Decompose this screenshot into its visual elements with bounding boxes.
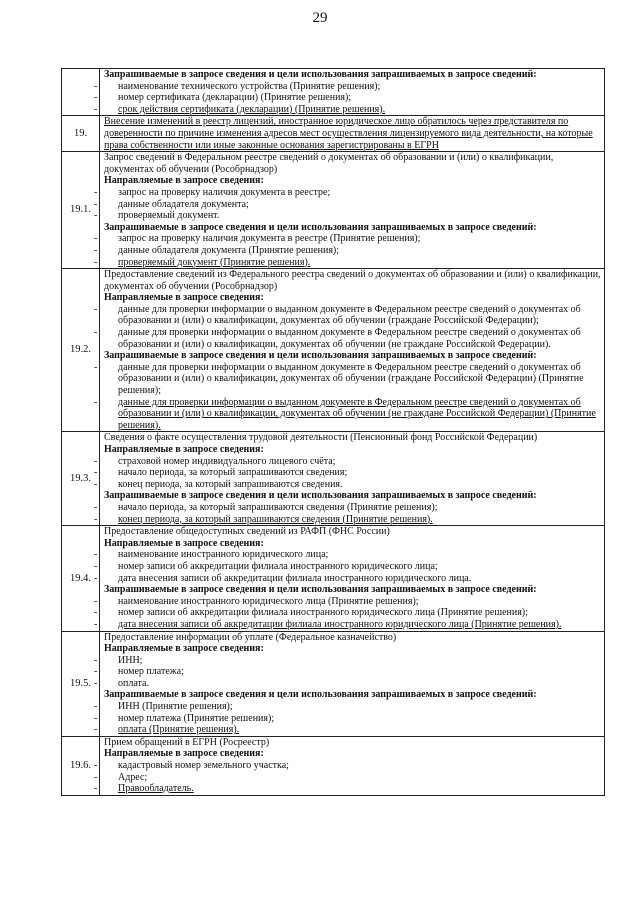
table-row — [62, 526, 605, 631]
list-item-text: срок действия сертификата (декларации) (Принятие решения). — [118, 103, 386, 115]
list-item — [94, 595, 601, 608]
list-item — [94, 712, 601, 725]
paragraph: Предоставление сведений из Федерального реестра сведений о документах об образовании и (или) о квалификации, документах об обучении (Рособрнадзор) — [104, 269, 601, 292]
dash-bullet: - — [94, 92, 98, 104]
list-item-text: номер платежа; — [118, 666, 184, 678]
paragraph: Прием обращений в ЕГРН (Росреестр) — [104, 736, 270, 748]
list-item — [94, 478, 601, 491]
list-item — [94, 572, 601, 585]
section-heading: Направляемые в запросе сведения: — [104, 292, 264, 304]
list-item — [94, 210, 601, 222]
list-item — [94, 724, 601, 736]
list-item — [94, 654, 601, 667]
list-item — [94, 467, 601, 479]
list-item-text: данные для проверки информации о выданном документе в Федеральном реестре сведений о документах об образовании и (или) о квалификации, документах об обучении (граждане Российской Федерации) (Принятие решения); — [118, 361, 584, 397]
section-heading: Направляемые в запросе сведения: — [104, 643, 264, 655]
dash-bullet: - — [94, 712, 98, 724]
list-item-text: номер платежа (Принятие решения); — [118, 712, 275, 724]
table-row — [62, 269, 605, 432]
list-item-text: проверяемый документ. — [118, 210, 220, 222]
list-item — [94, 103, 601, 116]
document-table — [61, 68, 605, 796]
list-item — [94, 256, 601, 269]
list-item — [94, 618, 601, 631]
list-item-text: наименование иностранного юридического лица (Принятие решения); — [118, 595, 419, 607]
list-item-text: данные для проверки информации о выданном документе в Федеральном реестре сведений о документах об образовании и (или) о квалификации, документах об обучении (не граждане Российской Федерации) (Принятие решения). — [118, 396, 596, 431]
section-heading: Запрашиваемые в запросе сведения и цели использования запрашиваемых в запросе сведений: — [104, 584, 537, 596]
row-number: 19.1. — [62, 152, 100, 269]
dash-bullet: - — [94, 677, 98, 689]
dash-bullet: - — [94, 513, 98, 525]
list-item-text: наименование иностранного юридического лица; — [118, 549, 329, 561]
row-content — [94, 69, 605, 116]
dash-bullet: - — [94, 701, 98, 713]
dash-bullet: - — [94, 549, 98, 561]
dash-bullet: - — [94, 618, 98, 630]
list-item — [94, 666, 601, 678]
list-item-text: страховой номер индивидуального лицевого счёта; — [118, 455, 336, 467]
section-heading: Запрашиваемые в запросе сведения и цели использования запрашиваемых в запросе сведений: — [104, 490, 537, 502]
list-item-text: запрос на проверку наличия документа в реестре; — [118, 186, 331, 198]
list-item — [94, 560, 601, 573]
list-item-text: Адрес; — [118, 771, 148, 783]
table-row — [62, 736, 605, 795]
list-item — [94, 760, 601, 772]
list-item — [94, 303, 601, 327]
dash-bullet: - — [94, 654, 98, 666]
list-item — [94, 771, 601, 784]
list-item — [94, 396, 601, 432]
dash-bullet: - — [94, 256, 98, 268]
dash-bullet: - — [94, 210, 98, 222]
dash-bullet: - — [94, 361, 98, 373]
dash-bullet: - — [94, 198, 98, 210]
list-item — [94, 233, 601, 245]
dash-bullet: - — [94, 771, 98, 783]
dash-bullet: - — [94, 783, 98, 795]
list-item-text: ИНН (Принятие решения); — [118, 701, 233, 713]
dash-bullet: - — [94, 396, 98, 408]
list-item-text: запрос на проверку наличия документа в реестре (Принятие решения); — [118, 233, 421, 245]
row-content — [94, 526, 605, 631]
dash-bullet: - — [94, 666, 98, 678]
row-content — [100, 116, 605, 152]
table-row — [62, 432, 605, 526]
table-row — [62, 631, 605, 736]
dash-bullet: - — [94, 303, 98, 315]
row-content — [94, 736, 605, 795]
row-number: 19.6. — [62, 736, 100, 795]
dash-bullet: - — [94, 103, 98, 115]
list-item-text: данные обладателя документа; — [118, 198, 249, 210]
dash-bullet: - — [94, 455, 98, 467]
list-item — [94, 361, 601, 397]
dash-bullet: - — [94, 80, 98, 92]
paragraph: Предоставление информации об уплате (Федеральное казначейство) — [104, 631, 397, 643]
page-number: 29 — [312, 10, 328, 26]
list-item — [94, 186, 601, 199]
section-heading: Направляемые в запросе сведения: — [104, 444, 264, 455]
section-heading: Запрашиваемые в запросе сведения и цели использования запрашиваемых в запросе сведений: — [104, 350, 537, 362]
row-number: 19. — [62, 116, 100, 152]
list-item-text: проверяемый документ (Принятие решения). — [118, 256, 311, 268]
dash-bullet: - — [94, 607, 98, 619]
section-heading: Запрашиваемые в запросе сведения и цели использования запрашиваемых в запросе сведений: — [104, 221, 537, 233]
dash-bullet: - — [94, 724, 98, 736]
list-item-text: данные для проверки информации о выданном документе в Федеральном реестре сведений о документах об образовании и (или) о квалификации, документах об обучении (граждане Российской Федерации); — [118, 303, 581, 327]
paragraph: Предоставление общедоступных сведений из РАФП (ФНС России) — [104, 526, 390, 538]
list-item — [94, 244, 601, 257]
list-item — [94, 80, 601, 93]
section-heading: Запрашиваемые в запросе сведения и цели использования запрашиваемых в запросе сведений: — [104, 69, 537, 80]
dash-bullet: - — [94, 572, 98, 584]
dash-bullet: - — [94, 327, 98, 339]
dash-bullet: - — [94, 478, 98, 490]
list-item-text: наименование технического устройства (Принятие решения); — [118, 80, 381, 92]
row-number: 19.4. — [62, 526, 100, 631]
list-item — [94, 455, 601, 468]
row-content — [94, 152, 605, 269]
list-item — [94, 92, 601, 104]
list-item — [94, 327, 601, 350]
dash-bullet: - — [94, 186, 98, 198]
dash-bullet: - — [94, 244, 98, 256]
dash-bullet: - — [94, 233, 98, 245]
dash-bullet: - — [94, 501, 98, 513]
list-item-text: номер записи об аккредитации филиала иностранного юридического лица; — [118, 560, 438, 572]
list-item — [94, 198, 601, 211]
list-item — [94, 501, 601, 514]
list-item-text: конец периода, за который запрашиваются сведения (Принятие решения). — [118, 513, 433, 525]
section-heading: Запрашиваемые в запросе сведения и цели использования запрашиваемых в запросе сведений: — [104, 689, 537, 701]
list-item — [94, 677, 601, 690]
table-row — [62, 152, 605, 269]
list-item — [94, 701, 601, 713]
row-content — [94, 269, 605, 432]
dash-bullet: - — [94, 467, 98, 479]
paragraph: Запрос сведений в Федеральном реестре сведений о документах об образовании и (или) о квалификации, документах об обучении (Рособрнадзор) — [104, 152, 554, 175]
list-item-text: начало периода, за который запрашиваются сведения (Принятие решения); — [118, 501, 438, 513]
list-item-text: Правообладатель. — [118, 783, 194, 795]
dash-bullet: - — [94, 560, 98, 572]
list-item-text: дата внесения записи об аккредитации филиала иностранного юридического лица. — [118, 572, 472, 584]
list-item-text: ИНН; — [118, 654, 143, 666]
list-item-text: номер записи об аккредитации филиала иностранного юридического лица (Принятие решения); — [118, 607, 528, 619]
list-item-text: кадастровый номер земельного участка; — [118, 760, 289, 772]
list-item-text: конец периода, за который запрашиваются сведения. — [118, 478, 343, 490]
list-item — [94, 549, 601, 561]
list-item-text: данные обладателя документа (Принятие решения); — [118, 244, 340, 256]
section-heading: Направляемые в запросе сведения: — [104, 175, 264, 187]
section-heading: Направляемые в запросе сведения: — [104, 537, 264, 549]
paragraph: Внесение изменений в реестр лицензий, иностранное юридическое лицо обратилось через представителя по доверенности по причине изменения адресов мест осуществления лицензируемого вида деятельности, на которые права собственности или иные законные основания зарегистрированы в ЕГРН — [104, 116, 593, 151]
list-item-text: оплата. — [118, 677, 149, 689]
list-item-text: дата внесения записи об аккредитации филиала иностранного юридического лица (Принятие решения). — [118, 618, 562, 630]
row-number: 19.2. — [62, 269, 100, 432]
list-item — [94, 607, 601, 619]
dash-bullet: - — [94, 595, 98, 607]
table-row — [62, 69, 605, 116]
list-item — [94, 513, 601, 526]
list-item-text: оплата (Принятие решения). — [118, 724, 240, 736]
section-heading: Направляемые в запросе сведения: — [104, 748, 264, 760]
table-row — [62, 116, 605, 152]
row-content — [94, 432, 605, 526]
paragraph: Сведения о факте осуществления трудовой деятельности (Пенсионный фонд Российской Федерации) — [104, 432, 538, 444]
list-item-text: начало периода, за который запрашиваются сведения; — [118, 467, 348, 479]
dash-bullet: - — [94, 760, 98, 772]
row-content — [94, 631, 605, 736]
list-item-text: данные для проверки информации о выданном документе в Федеральном реестре сведений о документах об образовании и (или) о квалификации, документах об обучении (не граждане Российской Федерации). — [118, 327, 581, 350]
list-item-text: номер сертификата (декларации) (Принятие решения); — [118, 92, 352, 104]
row-number: 19.3. — [62, 432, 100, 526]
list-item — [94, 783, 601, 795]
row-number: 19.5. — [62, 631, 100, 736]
